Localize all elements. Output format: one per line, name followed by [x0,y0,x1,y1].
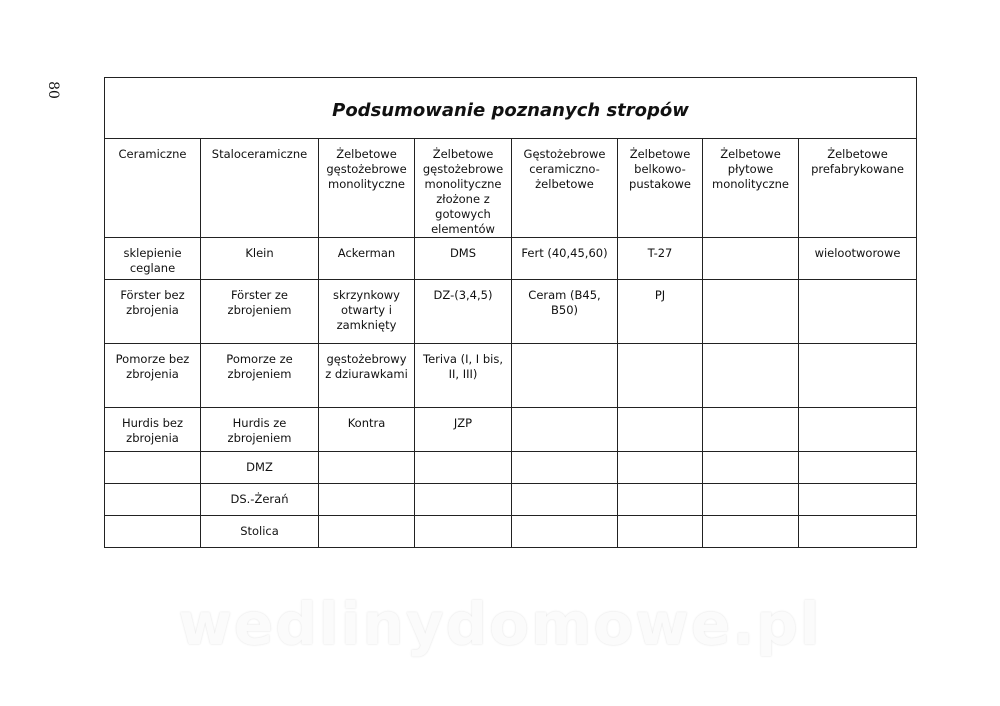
table-cell [799,484,917,516]
column-header: Staloceramiczne [201,139,319,238]
table-cell [618,408,703,452]
page-number: 80 [45,81,61,99]
watermark: wedlinydomowe.pl [178,590,822,658]
summary-table [104,77,917,548]
column-header: Ceramiczne [105,139,201,238]
table-cell [415,516,512,548]
table-cell [703,280,799,344]
table-cell [319,452,415,484]
column-header: Żelbetowe płytowe monolityczne [703,139,799,238]
table-cell: wielootworowe [799,238,917,280]
table-cell: DMZ [201,452,319,484]
table-cell: PJ [618,280,703,344]
table-cell [799,516,917,548]
table-cell [799,452,917,484]
table-row [105,516,917,548]
table-cell [799,280,917,344]
table-row [105,484,917,516]
table-cell: Stolica [201,516,319,548]
table-cell [512,408,618,452]
table-cell [618,452,703,484]
table-cell: Pomorze bez zbrojenia [105,344,201,408]
table-cell [703,452,799,484]
table-cell [703,408,799,452]
table-cell [703,516,799,548]
column-header: Gęstożebrowe ceramiczno-żelbetowe [512,139,618,238]
table-cell [319,516,415,548]
table-cell [105,484,201,516]
table-cell [618,516,703,548]
column-header: Żelbetowe prefabrykowane [799,139,917,238]
table-cell: Förster bez zbrojenia [105,280,201,344]
table-cell [618,484,703,516]
table-row [105,452,917,484]
table-cell [415,484,512,516]
table-cell [703,238,799,280]
table-cell [512,516,618,548]
table-cell [105,452,201,484]
table-cell: gęstożebrowy z dziurawkami [319,344,415,408]
table-cell: T-27 [618,238,703,280]
table-cell: Hurdis bez zbrojenia [105,408,201,452]
table-cell: Kontra [319,408,415,452]
table-cell [319,484,415,516]
table-cell: JZP [415,408,512,452]
column-header: Żelbetowe gęstożebrowe monolityczne [319,139,415,238]
table-cell: DS.-Żerań [201,484,319,516]
table-cell [512,452,618,484]
table-cell: Fert (40,45,60) [512,238,618,280]
table-cell: Ceram (B45, B50) [512,280,618,344]
table-row [105,344,917,408]
table-cell: Teriva (I, I bis, II, III) [415,344,512,408]
table-cell: DZ-(3,4,5) [415,280,512,344]
table-cell: Förster ze zbrojeniem [201,280,319,344]
table-cell: Klein [201,238,319,280]
table-row [105,238,917,280]
table-cell: sklepienie ceglane [105,238,201,280]
table-cell [618,344,703,408]
table-cell: Hurdis ze zbrojeniem [201,408,319,452]
table-cell: DMS [415,238,512,280]
table-cell [512,344,618,408]
table-row [105,280,917,344]
table-cell [799,344,917,408]
table-cell: skrzynkowy otwarty i zamknięty [319,280,415,344]
column-header: Żelbetowe belkowo-pustakowe [618,139,703,238]
table-cell [703,344,799,408]
table-cell [415,452,512,484]
table-cell [703,484,799,516]
header-row [105,139,917,238]
table-cell [105,516,201,548]
table-cell: Ackerman [319,238,415,280]
column-header: Żelbetowe gęstożebrowe monolityczne złożone z gotowych elementów [415,139,512,238]
table-row [105,408,917,452]
table-cell [799,408,917,452]
table-cell [512,484,618,516]
table-title: Podsumowanie poznanych stropów [105,78,917,139]
table-cell: Pomorze ze zbrojeniem [201,344,319,408]
